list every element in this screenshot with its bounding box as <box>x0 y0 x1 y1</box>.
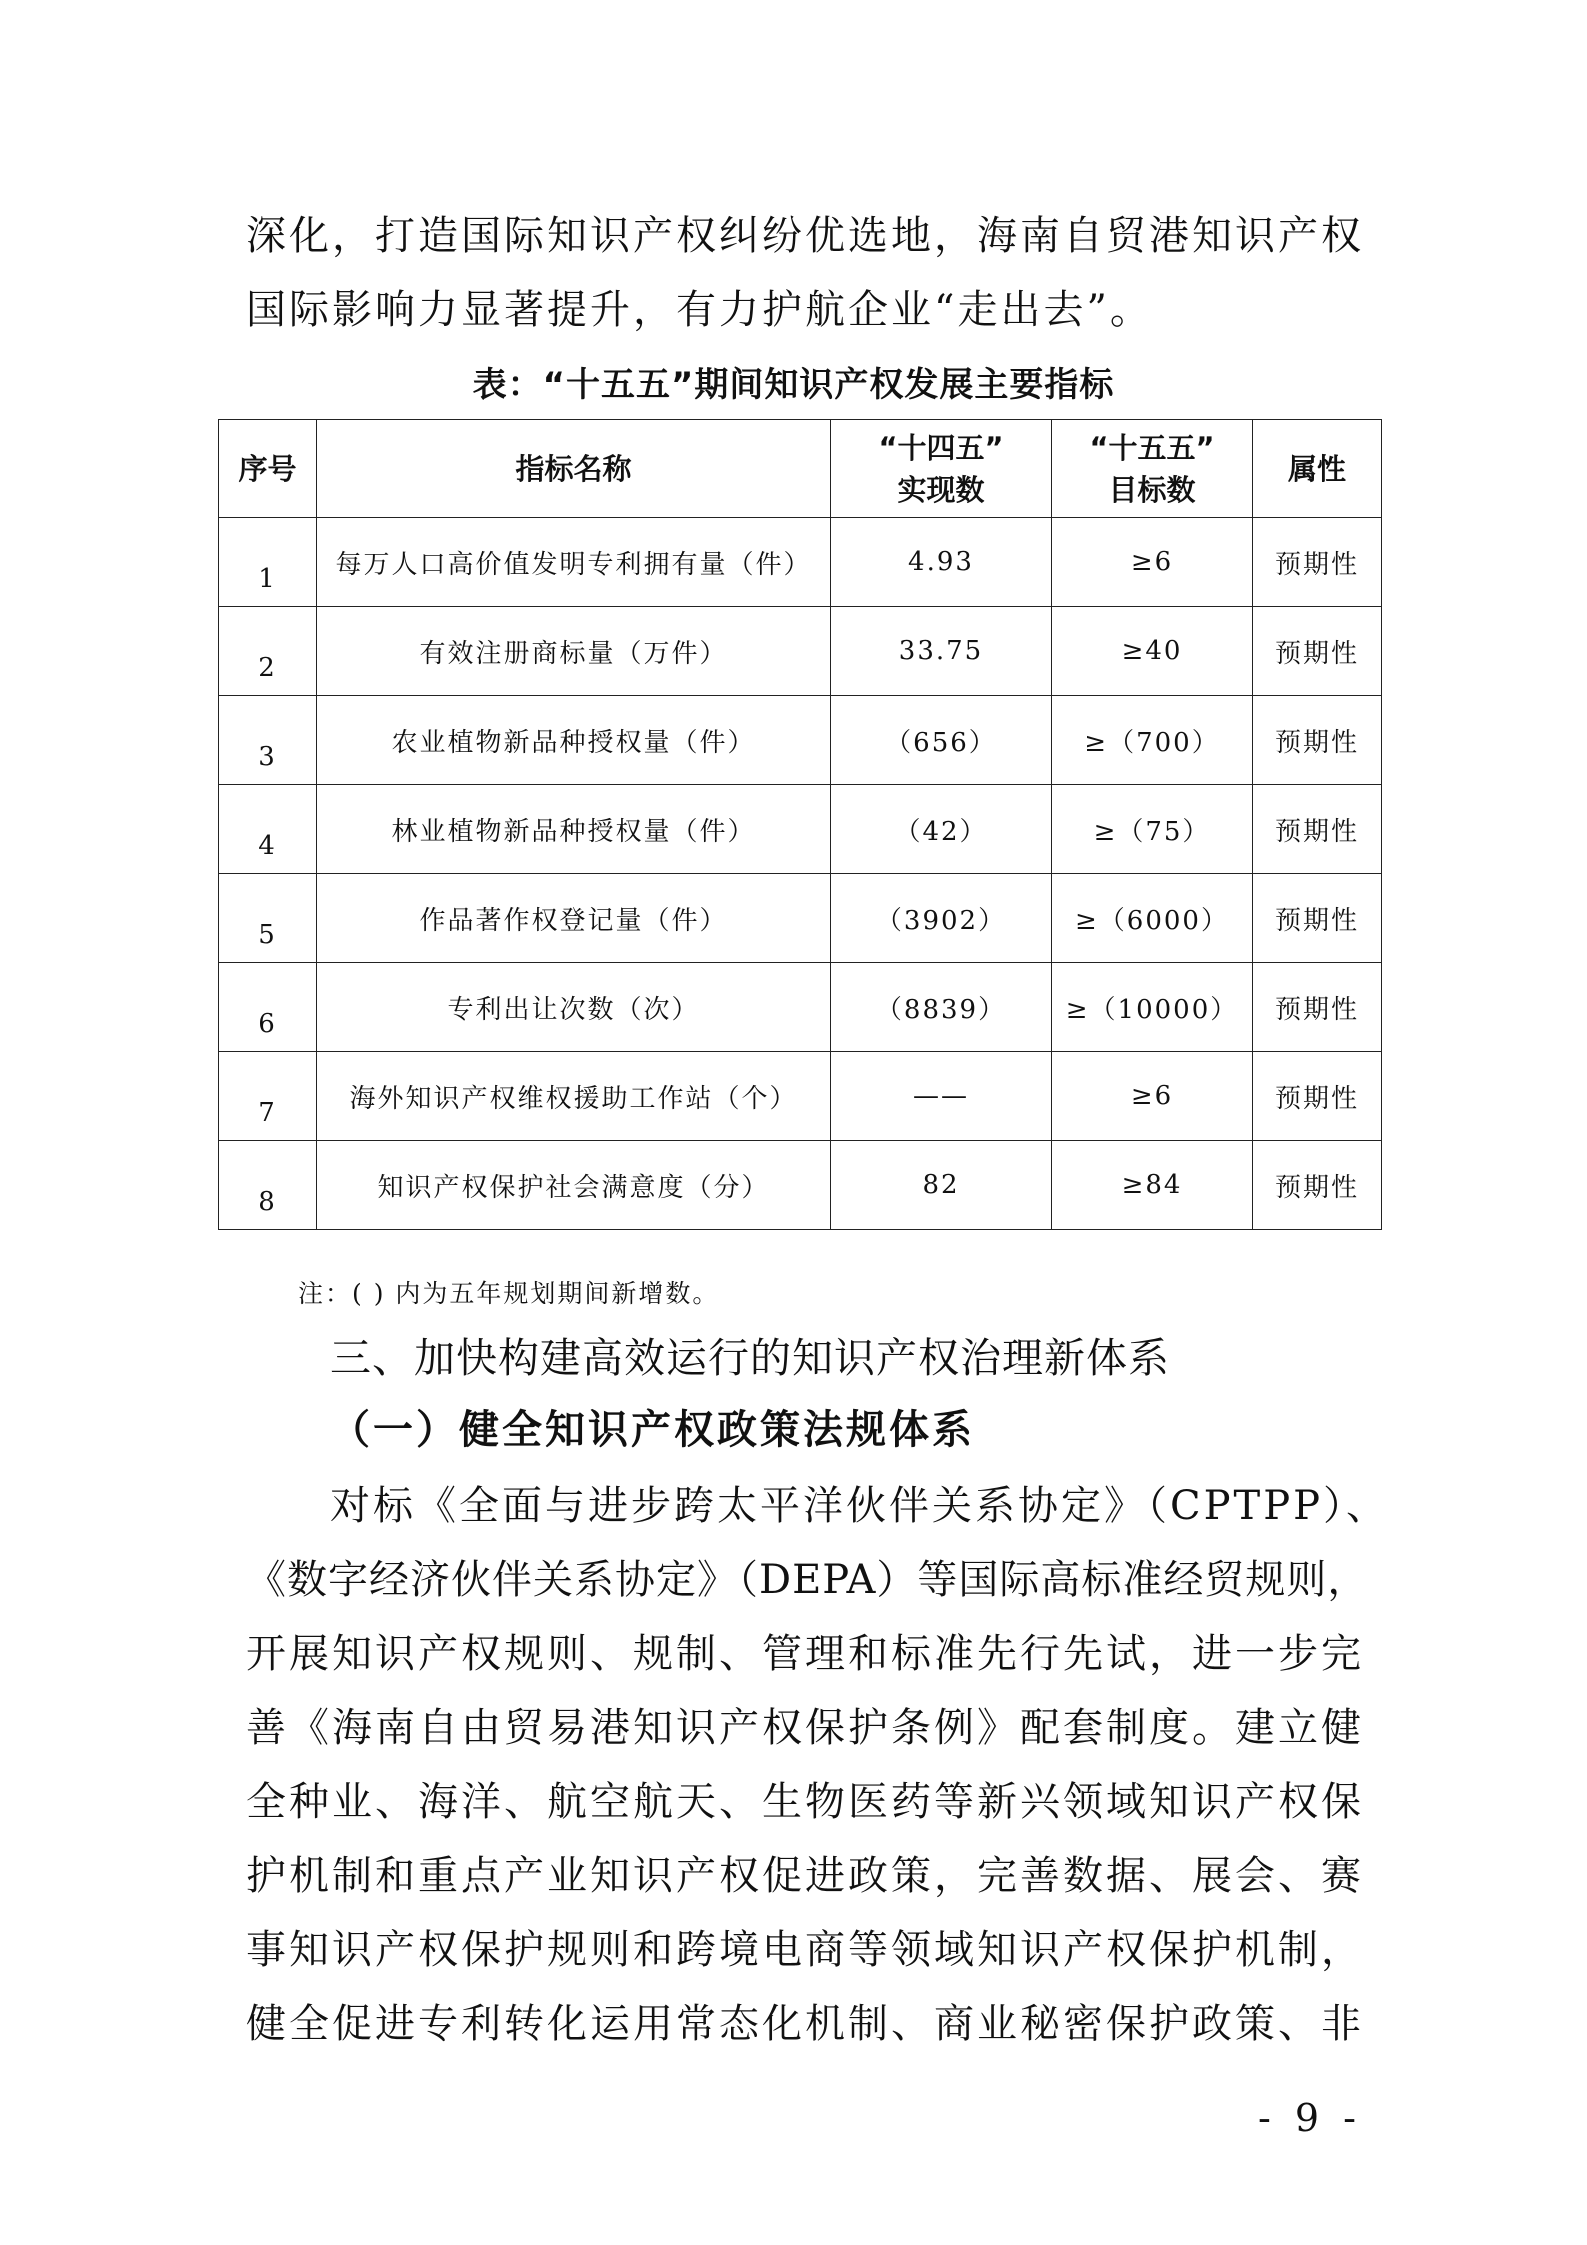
cell-seq <box>219 696 317 785</box>
cell-attr: 预期性 <box>1253 1052 1382 1141</box>
seq-text: 8 <box>258 1187 277 1217</box>
cell-name: 海外知识产权维权援助工作站（个） <box>317 1052 831 1141</box>
header-target <box>1052 420 1253 518</box>
cell-attr: 预期性 <box>1253 696 1382 785</box>
body-line-1: 对标《全面与进步跨太平洋伙伴关系协定》（CPTPP）、 <box>330 1483 1390 1529</box>
seq-text: 2 <box>258 653 277 683</box>
cell-name: 农业植物新品种授权量（件） <box>317 696 831 785</box>
header-target-line1: “十五五” <box>1089 430 1215 465</box>
cell-actual: 4.93 <box>831 518 1052 607</box>
cell-seq <box>219 874 317 963</box>
cell-actual: —— <box>831 1052 1052 1141</box>
section-heading: 三、加快构建高效运行的知识产权治理新体系 <box>330 1334 1170 1382</box>
cell-target: ≥（75） <box>1052 785 1253 874</box>
intro-line-1: 深化，打造国际知识产权纠纷优选地，海南自贸港知识产权 <box>246 213 1364 259</box>
body-line-8: 健全促进专利转化运用常态化机制、商业秘密保护政策、非 <box>246 2001 1364 2047</box>
cell-target: ≥84 <box>1052 1141 1253 1230</box>
table-row <box>219 1141 1382 1230</box>
cell-seq <box>219 963 317 1052</box>
cell-attr: 预期性 <box>1253 1141 1382 1230</box>
cell-seq <box>219 607 317 696</box>
body-line-4: 善《海南自由贸易港知识产权保护条例》配套制度。建立健 <box>246 1705 1364 1751</box>
header-attr: 属性 <box>1253 420 1382 518</box>
cell-name: 专利出让次数（次） <box>317 963 831 1052</box>
cell-actual: （8839） <box>831 963 1052 1052</box>
seq-text: 5 <box>258 920 277 950</box>
body-line-2: 《数字经济伙伴关系协定》（DEPA）等国际高标准经贸规则， <box>246 1557 1369 1603</box>
body-line-7: 事知识产权保护规则和跨境电商等领域知识产权保护机制， <box>246 1927 1364 1973</box>
table-header-row <box>219 420 1382 518</box>
cell-attr: 预期性 <box>1253 518 1382 607</box>
cell-target: ≥6 <box>1052 518 1253 607</box>
cell-target: ≥（700） <box>1052 696 1253 785</box>
cell-attr: 预期性 <box>1253 963 1382 1052</box>
cell-seq <box>219 1052 317 1141</box>
header-target-line2: 目标数 <box>1108 472 1196 507</box>
page-number: - 9 - <box>1258 2096 1363 2140</box>
cell-name: 作品著作权登记量（件） <box>317 874 831 963</box>
cell-name: 知识产权保护社会满意度（分） <box>317 1141 831 1230</box>
cell-attr: 预期性 <box>1253 607 1382 696</box>
table-row <box>219 785 1382 874</box>
header-name: 指标名称 <box>317 420 831 518</box>
cell-name: 林业植物新品种授权量（件） <box>317 785 831 874</box>
cell-target: ≥40 <box>1052 607 1253 696</box>
seq-text: 1 <box>258 564 277 594</box>
cell-actual: （42） <box>831 785 1052 874</box>
cell-name: 每万人口高价值发明专利拥有量（件） <box>317 518 831 607</box>
header-actual <box>831 420 1052 518</box>
table-row <box>219 874 1382 963</box>
header-actual-line1: “十四五” <box>878 430 1004 465</box>
header-seq: 序号 <box>219 420 317 518</box>
intro-line-2: 国际影响力显著提升，有力护航企业“走出去”。 <box>246 287 1153 333</box>
seq-text: 4 <box>258 831 277 861</box>
body-line-5: 全种业、海洋、航空航天、生物医药等新兴领域知识产权保 <box>246 1779 1364 1825</box>
table-row <box>219 518 1382 607</box>
cell-actual: （656） <box>831 696 1052 785</box>
indicators-table <box>218 419 1382 1230</box>
seq-text: 6 <box>258 1009 277 1039</box>
seq-text: 3 <box>258 742 277 772</box>
table-row <box>219 963 1382 1052</box>
cell-target: ≥6 <box>1052 1052 1253 1141</box>
cell-actual: 33.75 <box>831 607 1052 696</box>
cell-attr: 预期性 <box>1253 874 1382 963</box>
cell-attr: 预期性 <box>1253 785 1382 874</box>
header-actual-line2: 实现数 <box>897 472 985 507</box>
table-row <box>219 696 1382 785</box>
table-row <box>219 607 1382 696</box>
cell-target: ≥（6000） <box>1052 874 1253 963</box>
section-subheading: （一）健全知识产权政策法规体系 <box>330 1406 975 1453</box>
cell-actual: （3902） <box>831 874 1052 963</box>
table-title: 表：“十五五”期间知识产权发展主要指标 <box>472 365 1115 405</box>
table-row <box>219 1052 1382 1141</box>
table-note: 注：( ) 内为五年规划期间新增数。 <box>298 1279 720 1308</box>
cell-actual: 82 <box>831 1141 1052 1230</box>
cell-name: 有效注册商标量（万件） <box>317 607 831 696</box>
cell-target: ≥（10000） <box>1052 963 1253 1052</box>
seq-text: 7 <box>258 1098 277 1128</box>
cell-seq <box>219 785 317 874</box>
body-line-6: 护机制和重点产业知识产权促进政策，完善数据、展会、赛 <box>246 1853 1364 1899</box>
cell-seq <box>219 1141 317 1230</box>
cell-seq <box>219 518 317 607</box>
body-line-3: 开展知识产权规则、规制、管理和标准先行先试，进一步完 <box>246 1631 1364 1677</box>
